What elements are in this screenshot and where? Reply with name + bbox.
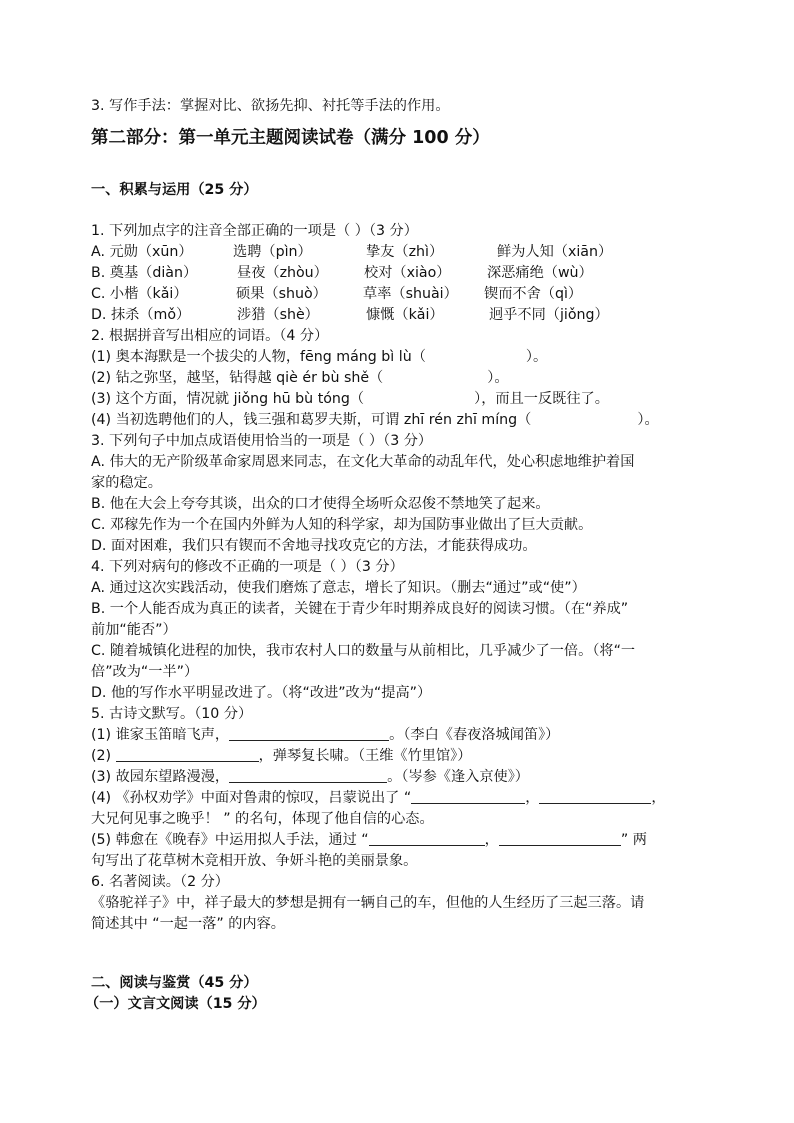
q5-text: (1) 谁家玉笛暗飞声， — [91, 727, 230, 743]
q5-text: (4) 《孙权劝学》中面对鲁肃的惊叹，吕蒙说出了 “ — [91, 790, 412, 806]
q5-text: 。（李白《春夜洛城闻笛》） — [389, 727, 560, 743]
q5-text: (3) 故园东望路漫漫， — [91, 769, 230, 785]
q4-option-d: D. 他的写作水平明显改进了。（将“改进”改为“提高”） — [91, 685, 432, 701]
q1-option-cell: 草率（shuài） — [363, 286, 458, 302]
q5-line-4-cont: 大兄何见事之晚乎！ ” 的名句，体现了他自信的心态。 — [91, 811, 434, 827]
q5-line-3 — [91, 767, 529, 787]
q4-option-a: A. 通过这次实践活动，使我们磨炼了意志，增长了知识。（删去“通过”或“使”） — [91, 580, 586, 596]
q1-option-cell: 深恶痛绝（wù） — [487, 265, 593, 281]
q5-text: ” 两 — [620, 832, 647, 848]
q5-text: (5) 韩愈在《晚春》中运用拟人手法，通过 “ — [91, 832, 369, 848]
q1-option-cell: 鲜为人知（xiān） — [497, 244, 613, 260]
q2-item — [91, 410, 659, 430]
q3-option-a-cont: 家的稳定。 — [91, 475, 162, 491]
q2-item — [91, 347, 547, 367]
fill-blank[interactable] — [539, 788, 651, 804]
q2-item-end: ）。 — [487, 370, 509, 386]
q4-option-b-cont: 前加“能否”） — [91, 622, 177, 638]
q6-text: 《骆驼祥子》中，祥子最大的梦想是拥有一辆自己的车，但他的人生经历了三起三落。请 — [91, 895, 645, 911]
q3-option-d: D. 面对困难，我们只有锲而不舍地寻找攻克它的方法，才能获得成功。 — [91, 538, 537, 554]
fill-blank[interactable] — [369, 830, 485, 846]
q1-stem: 1. 下列加点字的注音全部正确的一项是（ ）（3 分） — [91, 223, 418, 239]
q3-stem: 3. 下列句子中加点成语使用恰当的一项是（ ）（3 分） — [91, 433, 433, 449]
q1-option-cell: 挚友（zhì） — [366, 244, 444, 260]
q1-option-cell: 迥乎不同（jiǒng） — [489, 307, 609, 323]
q1-option-cell: 涉猎（shè） — [237, 307, 319, 323]
q5-line-5-cont: 句写出了花草树木竞相开放、争妍斗艳的美丽景象。 — [91, 853, 418, 869]
q2-item-end: ）。 — [525, 349, 548, 365]
fill-blank[interactable] — [499, 830, 621, 846]
q1-option-cell: C. 小楷（kǎi） — [91, 286, 188, 302]
q5-text: (2) — [91, 748, 116, 764]
q2-item — [91, 389, 609, 409]
q2-item-text: (2) 钻之弥坚，越坚，钻得越 qiè ér bù shě（ — [91, 370, 384, 386]
q5-line-4 — [91, 788, 666, 808]
q1-row-c — [91, 284, 721, 304]
writing-technique-line: 3. 写作手法：掌握对比、欲扬先抑、衬托等手法的作用。 — [91, 98, 450, 114]
q2-stem: 2. 根据拼音写出相应的词语。（4 分） — [91, 328, 329, 344]
q1-option-cell: 校对（xiào） — [364, 265, 451, 281]
section2-title: 二、阅读与鉴赏（45 分） — [91, 975, 258, 991]
q5-text: ， — [651, 790, 666, 806]
q6-stem: 6. 名著阅读。（2 分） — [91, 874, 229, 890]
q4-option-c-cont: 倍”改为“一半”） — [91, 664, 199, 680]
q5-text: ， — [525, 790, 540, 806]
q1-row-b — [91, 263, 721, 283]
q2-item-end: ）。 — [637, 412, 659, 428]
q1-option-cell: A. 元勋（xūn） — [91, 244, 193, 260]
q2-item-text: (1) 奥本海默是一个拔尖的人物，fēng máng bì lù（ — [91, 349, 426, 365]
q1-option-cell: 慷慨（kǎi） — [366, 307, 444, 323]
fill-blank[interactable] — [411, 788, 525, 804]
q6-text-cont: 简述其中 “一起一落” 的内容。 — [91, 916, 285, 932]
fill-blank[interactable] — [116, 746, 259, 762]
q4-stem: 4. 下列对病句的修改不正确的一项是（ ）（3 分） — [91, 559, 404, 575]
q1-row-d — [91, 305, 721, 325]
q5-line-1 — [91, 725, 559, 745]
q5-text: ， — [484, 832, 499, 848]
q5-line-5 — [91, 830, 647, 850]
q3-option-a: A. 伟大的无产阶级革命家周恩来同志，在文化大革命的动乱年代，处心积虑地维护着国 — [91, 454, 635, 470]
q1-option-cell: D. 抹杀（mǒ） — [91, 307, 191, 323]
fill-blank[interactable] — [229, 767, 387, 783]
q1-option-cell: 锲而不舍（qì） — [484, 286, 583, 302]
q3-option-b: B. 他在大会上夸夸其谈，出众的口才使得全场听众忍俊不禁地笑了起来。 — [91, 496, 550, 512]
q2-item-text: (4) 当初选聘他们的人，钱三强和葛罗夫斯，可谓 zhī rén zhī míng（ — [91, 412, 532, 428]
q1-row-a — [91, 242, 721, 262]
q3-option-c: C. 邓稼先作为一个在国内外鲜为人知的科学家，却为国防事业做出了巨大贡献。 — [91, 517, 593, 533]
q2-item-text: (3) 这个方面，情况就 jiǒng hū bù tóng（ — [91, 391, 365, 407]
part2-title: 第二部分：第一单元主题阅读试卷（满分 100 分） — [91, 128, 490, 148]
q5-text: 。（岑参《逢入京使》） — [387, 769, 529, 785]
q4-option-c: C. 随着城镇化进程的加快，我市农村人口的数量与从前相比，几乎减少了一倍。（将“一 — [91, 643, 636, 659]
q1-option-cell: 硕果（shuò） — [236, 286, 327, 302]
q1-option-cell: 昼夜（zhòu） — [237, 265, 328, 281]
q2-item-end: ），而且一反既往了。 — [474, 391, 609, 407]
q2-item — [91, 368, 509, 388]
q5-stem: 5. 古诗文默写。（10 分） — [91, 706, 253, 722]
q4-option-b: B. 一个人能否成为真正的读者，关键在于青少年时期养成良好的阅读习惯。（在“养成” — [91, 601, 629, 617]
section1-title: 一、积累与运用（25 分） — [91, 182, 258, 198]
q5-line-2 — [91, 746, 471, 766]
fill-blank[interactable] — [229, 725, 389, 741]
q5-text: ，弹琴复长啸。（王维《竹里馆》） — [258, 748, 472, 764]
subsection1-title: （一）文言文阅读（15 分） — [85, 996, 266, 1012]
q1-option-cell: 选聘（pìn） — [233, 244, 312, 260]
q1-option-cell: B. 奠基（diàn） — [91, 265, 198, 281]
